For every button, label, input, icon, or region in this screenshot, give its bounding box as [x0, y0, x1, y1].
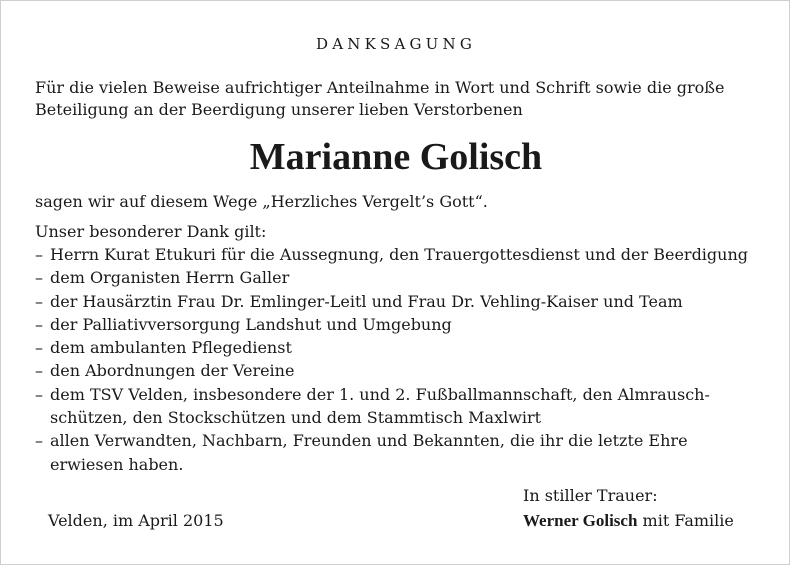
list-item-text: dem ambulanten Pflegedienst [50, 338, 292, 358]
list-item [35, 429, 775, 476]
list-item [35, 313, 775, 336]
list-dash: – [35, 245, 43, 264]
list-dash: – [35, 268, 43, 288]
deceased-name: Marianne Golisch [249, 136, 543, 178]
list-item-text: der Hausärztin Frau Dr. Emlinger-Leitl und Frau Dr. Vehling-Kaiser und Team [50, 291, 683, 311]
mourning-label: In stiller Trauer: [523, 486, 658, 505]
list-item-text: den Abordnungen der Vereine [50, 361, 295, 381]
list-dash: – [35, 384, 43, 404]
thanks-list [35, 243, 775, 476]
intro-line: Beteiligung an der Beerdigung unserer lieben Verstorbenen [35, 100, 523, 119]
list-item [35, 243, 775, 266]
list-item-text: der Palliativversorgung Landshut und Umgebung [50, 314, 452, 334]
notice-heading: DANKSAGUNG [315, 35, 477, 53]
signature [523, 510, 734, 532]
list-dash: – [35, 291, 43, 311]
intro-line: Für die vielen Beweise aufrichtiger Anteilnahme in Wort und Schrift sowie die große [35, 78, 725, 97]
intro-paragraph [35, 77, 765, 121]
list-item [35, 383, 775, 430]
thanks-line: sagen wir auf diesem Wege „Herzliches Vergelt’s Gott“. [35, 192, 488, 211]
list-item [35, 290, 775, 313]
list-item-text: Herrn Kurat Etukuri für die Aussegnung, den Trauergottesdienst und der Beerdigung [50, 245, 749, 264]
signature-suffix: mit Familie [637, 511, 734, 530]
list-dash: – [35, 361, 43, 381]
list-item [35, 336, 775, 359]
signature-name: Werner Golisch [523, 511, 638, 530]
special-thanks-label: Unser besonderer Dank gilt: [35, 222, 267, 241]
list-dash: – [35, 314, 43, 334]
list-item-text: allen Verwandten, Nachbarn, Freunden und Bekannten, die ihr die letzte Ehre [50, 431, 688, 451]
list-item-text: schützen, den Stockschützen und dem Stammtisch Maxlwirt [50, 408, 542, 428]
list-item [35, 359, 775, 382]
list-item-text: erwiesen haben. [50, 454, 184, 474]
list-item-text: dem TSV Velden, insbesondere der 1. und 2. Fußballmannschaft, den Almrausch- [50, 384, 710, 404]
list-dash: – [35, 338, 43, 358]
list-item [35, 266, 775, 289]
list-dash: – [35, 431, 43, 451]
list-item-text: dem Organisten Herrn Galler [50, 268, 290, 288]
place-date: Velden, im April 2015 [48, 511, 224, 530]
